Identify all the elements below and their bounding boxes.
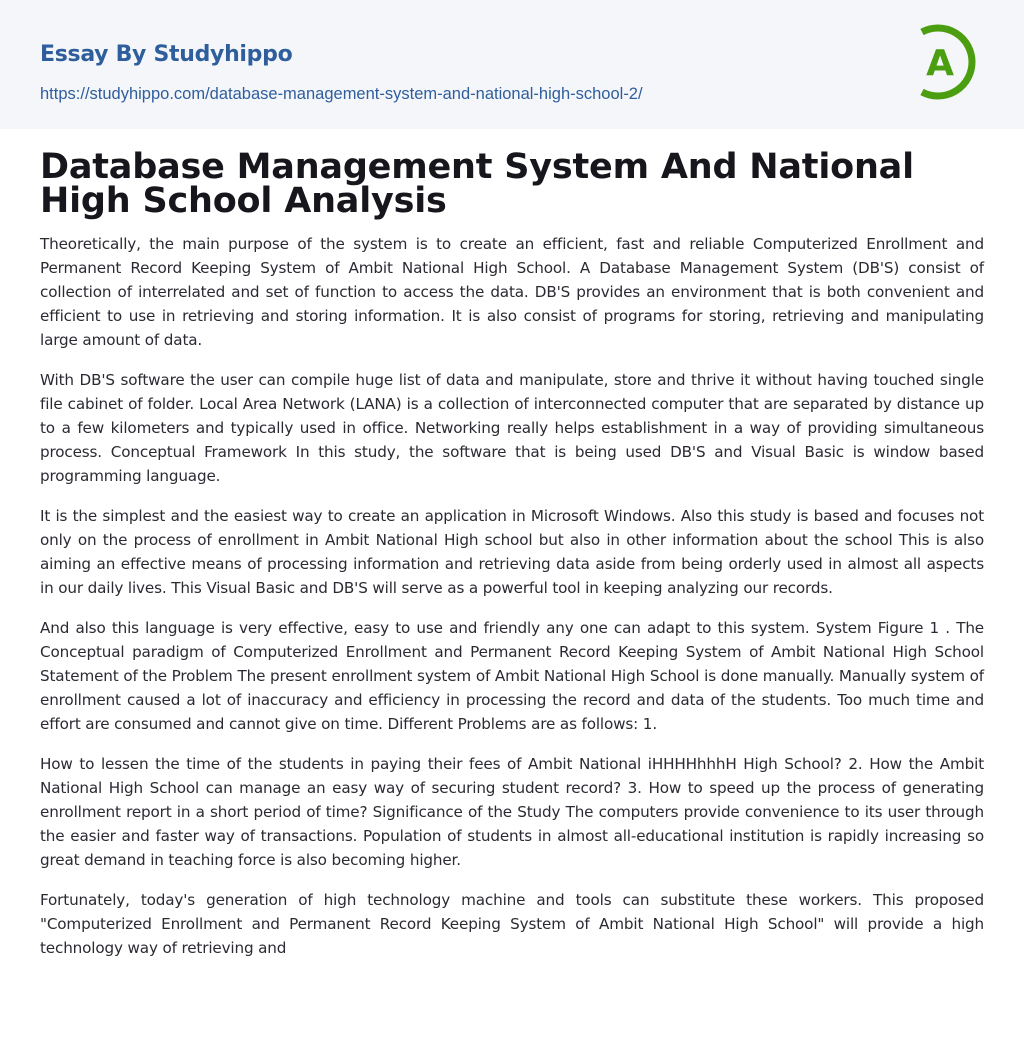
article-paragraph: With DB'S software the user can compile huge list of data and manipulate, store and thrive it without having touched single file cabinet of folder. Local Area Network (LANA) is a collection of interconnected computer that are separated by distance up to a few kilometers and typically used in office. Networking really helps establishment in a way of providing simultaneous process. Conceptual Framework In this study, the software that is being used DB'S and Visual Basic is window based programming language. [40, 371, 984, 485]
site-header [0, 0, 1024, 129]
article-paragraph: It is the simplest and the easiest way to create an application in Microsoft Windows. Also this study is based and focuses not only on the process of enrollment in Ambit National High school but also in other information about the school This is also aiming an effective means of processing information and retrieving data aside from being orderly used in almost all aspects in our daily lives. This Visual Basic and DB'S will serve as a powerful tool in keeping analyzing our records. [40, 507, 984, 597]
article-paragraph: How to lessen the time of the students in paying their fees of Ambit National iHHHHhhhH High School? 2. How the Ambit National High School can manage an easy way of securing student record? 3. How to speed up the process of generating enrollment report in a short period of time? Significance of the Study The computers provide convenience to its user through the easier and faster way of transactions. Population of students in almost all-educational institution is rapidly increasing so great demand in teaching force is also becoming higher. [40, 755, 984, 869]
page-title: Database Management System And National High School Analysis [40, 147, 914, 221]
article [0, 147, 1024, 960]
studyhippo-logo-icon[interactable] [912, 18, 988, 106]
article-paragraph: Fortunately, today's generation of high technology machine and tools can substitute these workers. This proposed "Computerized Enrollment and Permanent Record Keeping System of Ambit National High School" will provide a high technology way of retrieving and [40, 891, 984, 957]
logo-letter: A [926, 43, 954, 84]
article-paragraph: And also this language is very effective, easy to use and friendly any one can adapt to this system. System Figure 1 . The Conceptual paradigm of Computerized Enrollment and Permanent Record Keeping System of Ambit National High School Statement of the Problem The present enrollment system of Ambit National High School is done manually. Manually system of enrollment caused a lot of inaccuracy and efficiency in processing the record and data of the students. Too much time and effort are consumed and cannot give on time. Different Problems are as follows: 1. [40, 619, 984, 733]
site-brand[interactable]: Essay By Studyhippo [40, 42, 293, 67]
article-paragraph: Theoretically, the main purpose of the system is to create an efficient, fast and reliable Computerized Enrollment and Permanent Record Keeping System of Ambit National High School. A Database Management System (DB'S) consist of collection of interrelated and set of function to access the data. DB'S provides an environment that is both convenient and efficient to use in retrieving and storing information. It is also consist of programs for storing, retrieving and manipulating large amount of data. [40, 235, 984, 349]
source-url-link[interactable]: https://studyhippo.com/database-management-system-and-national-high-school-2/ [40, 85, 643, 103]
